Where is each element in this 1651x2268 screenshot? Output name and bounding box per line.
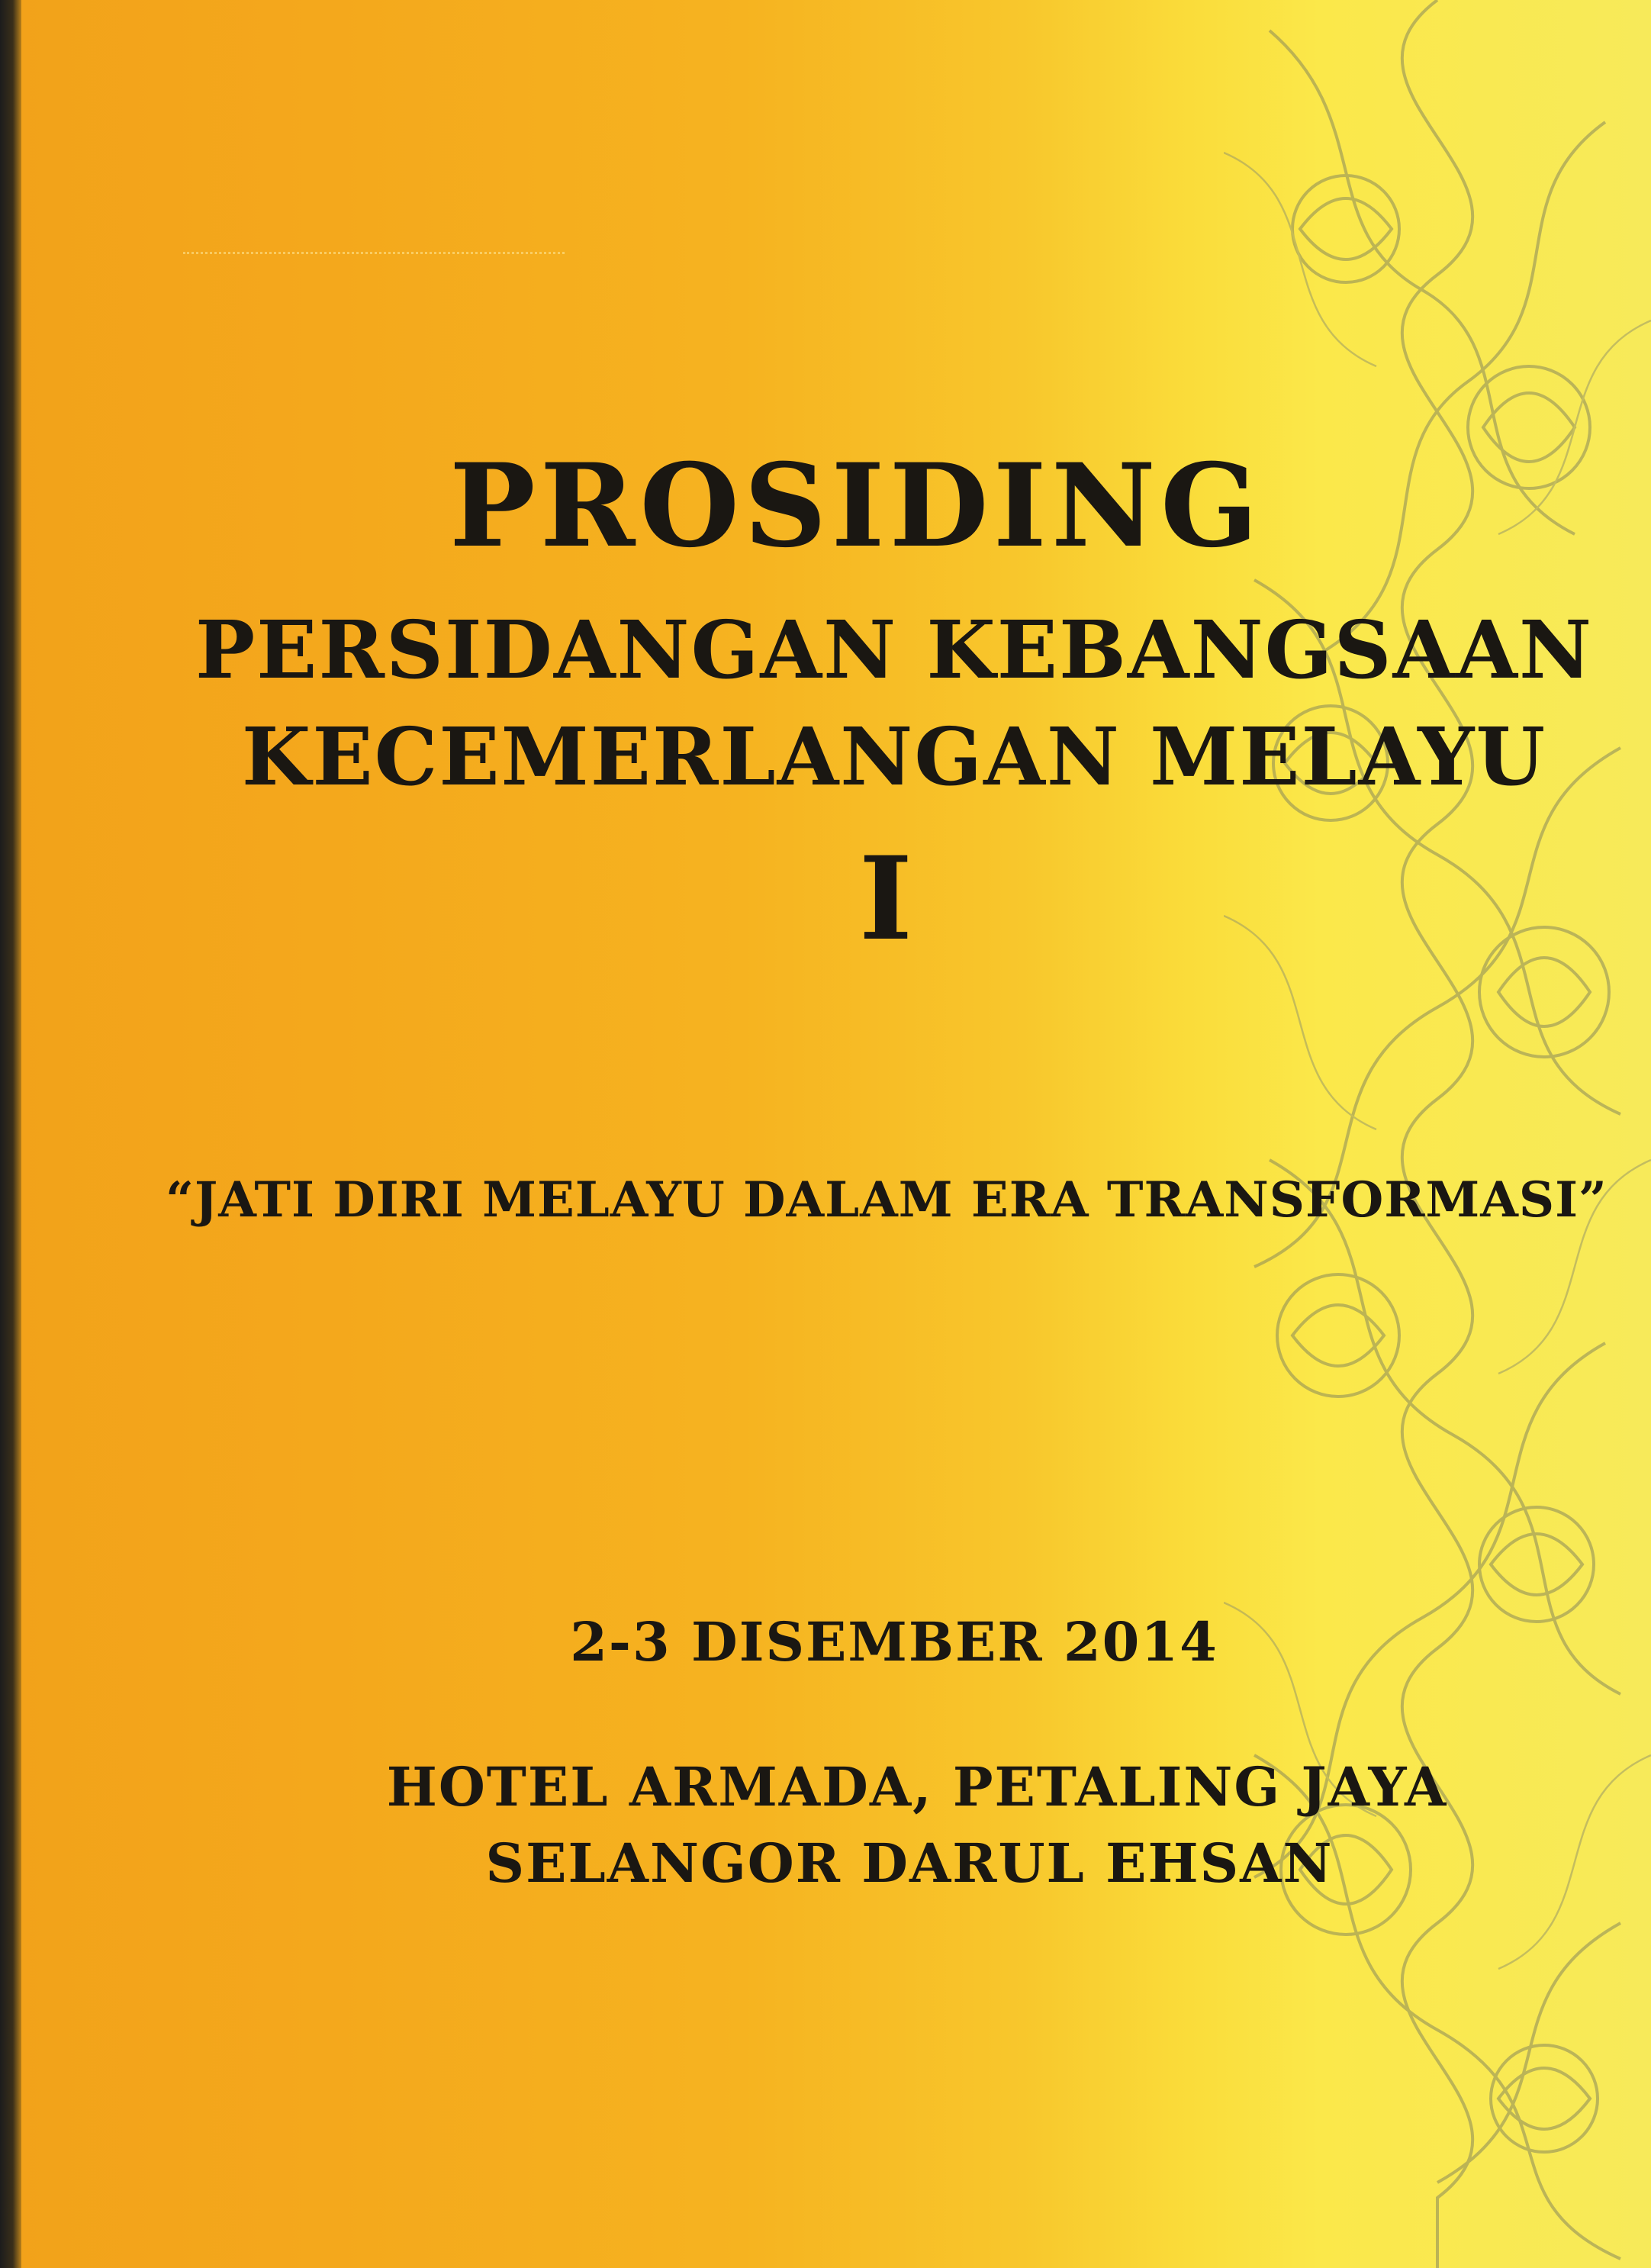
conference-date: 2-3 DISEMBER 2014 (570, 1610, 1218, 1674)
venue-line-2: SELANGOR DARUL EHSAN (485, 1831, 1334, 1895)
floral-ornament-pattern (1224, 0, 1651, 2268)
edition-numeral: I (858, 832, 915, 966)
cover-title: PROSIDING (449, 439, 1263, 573)
cover-subtitle-line-1: PERSIDANGAN KEBANGSAAN (195, 603, 1594, 697)
decorative-dotted-line (183, 252, 565, 254)
venue-line-1: HOTEL ARMADA, PETALING JAYA (386, 1755, 1448, 1819)
conference-theme: “JATI DIRI MELAYU DALAM ERA TRANSFORMASI” (166, 1171, 1608, 1229)
cover-subtitle-line-2: KECEMERLANGAN MELAYU (241, 710, 1547, 804)
spine-edge (0, 0, 21, 2268)
